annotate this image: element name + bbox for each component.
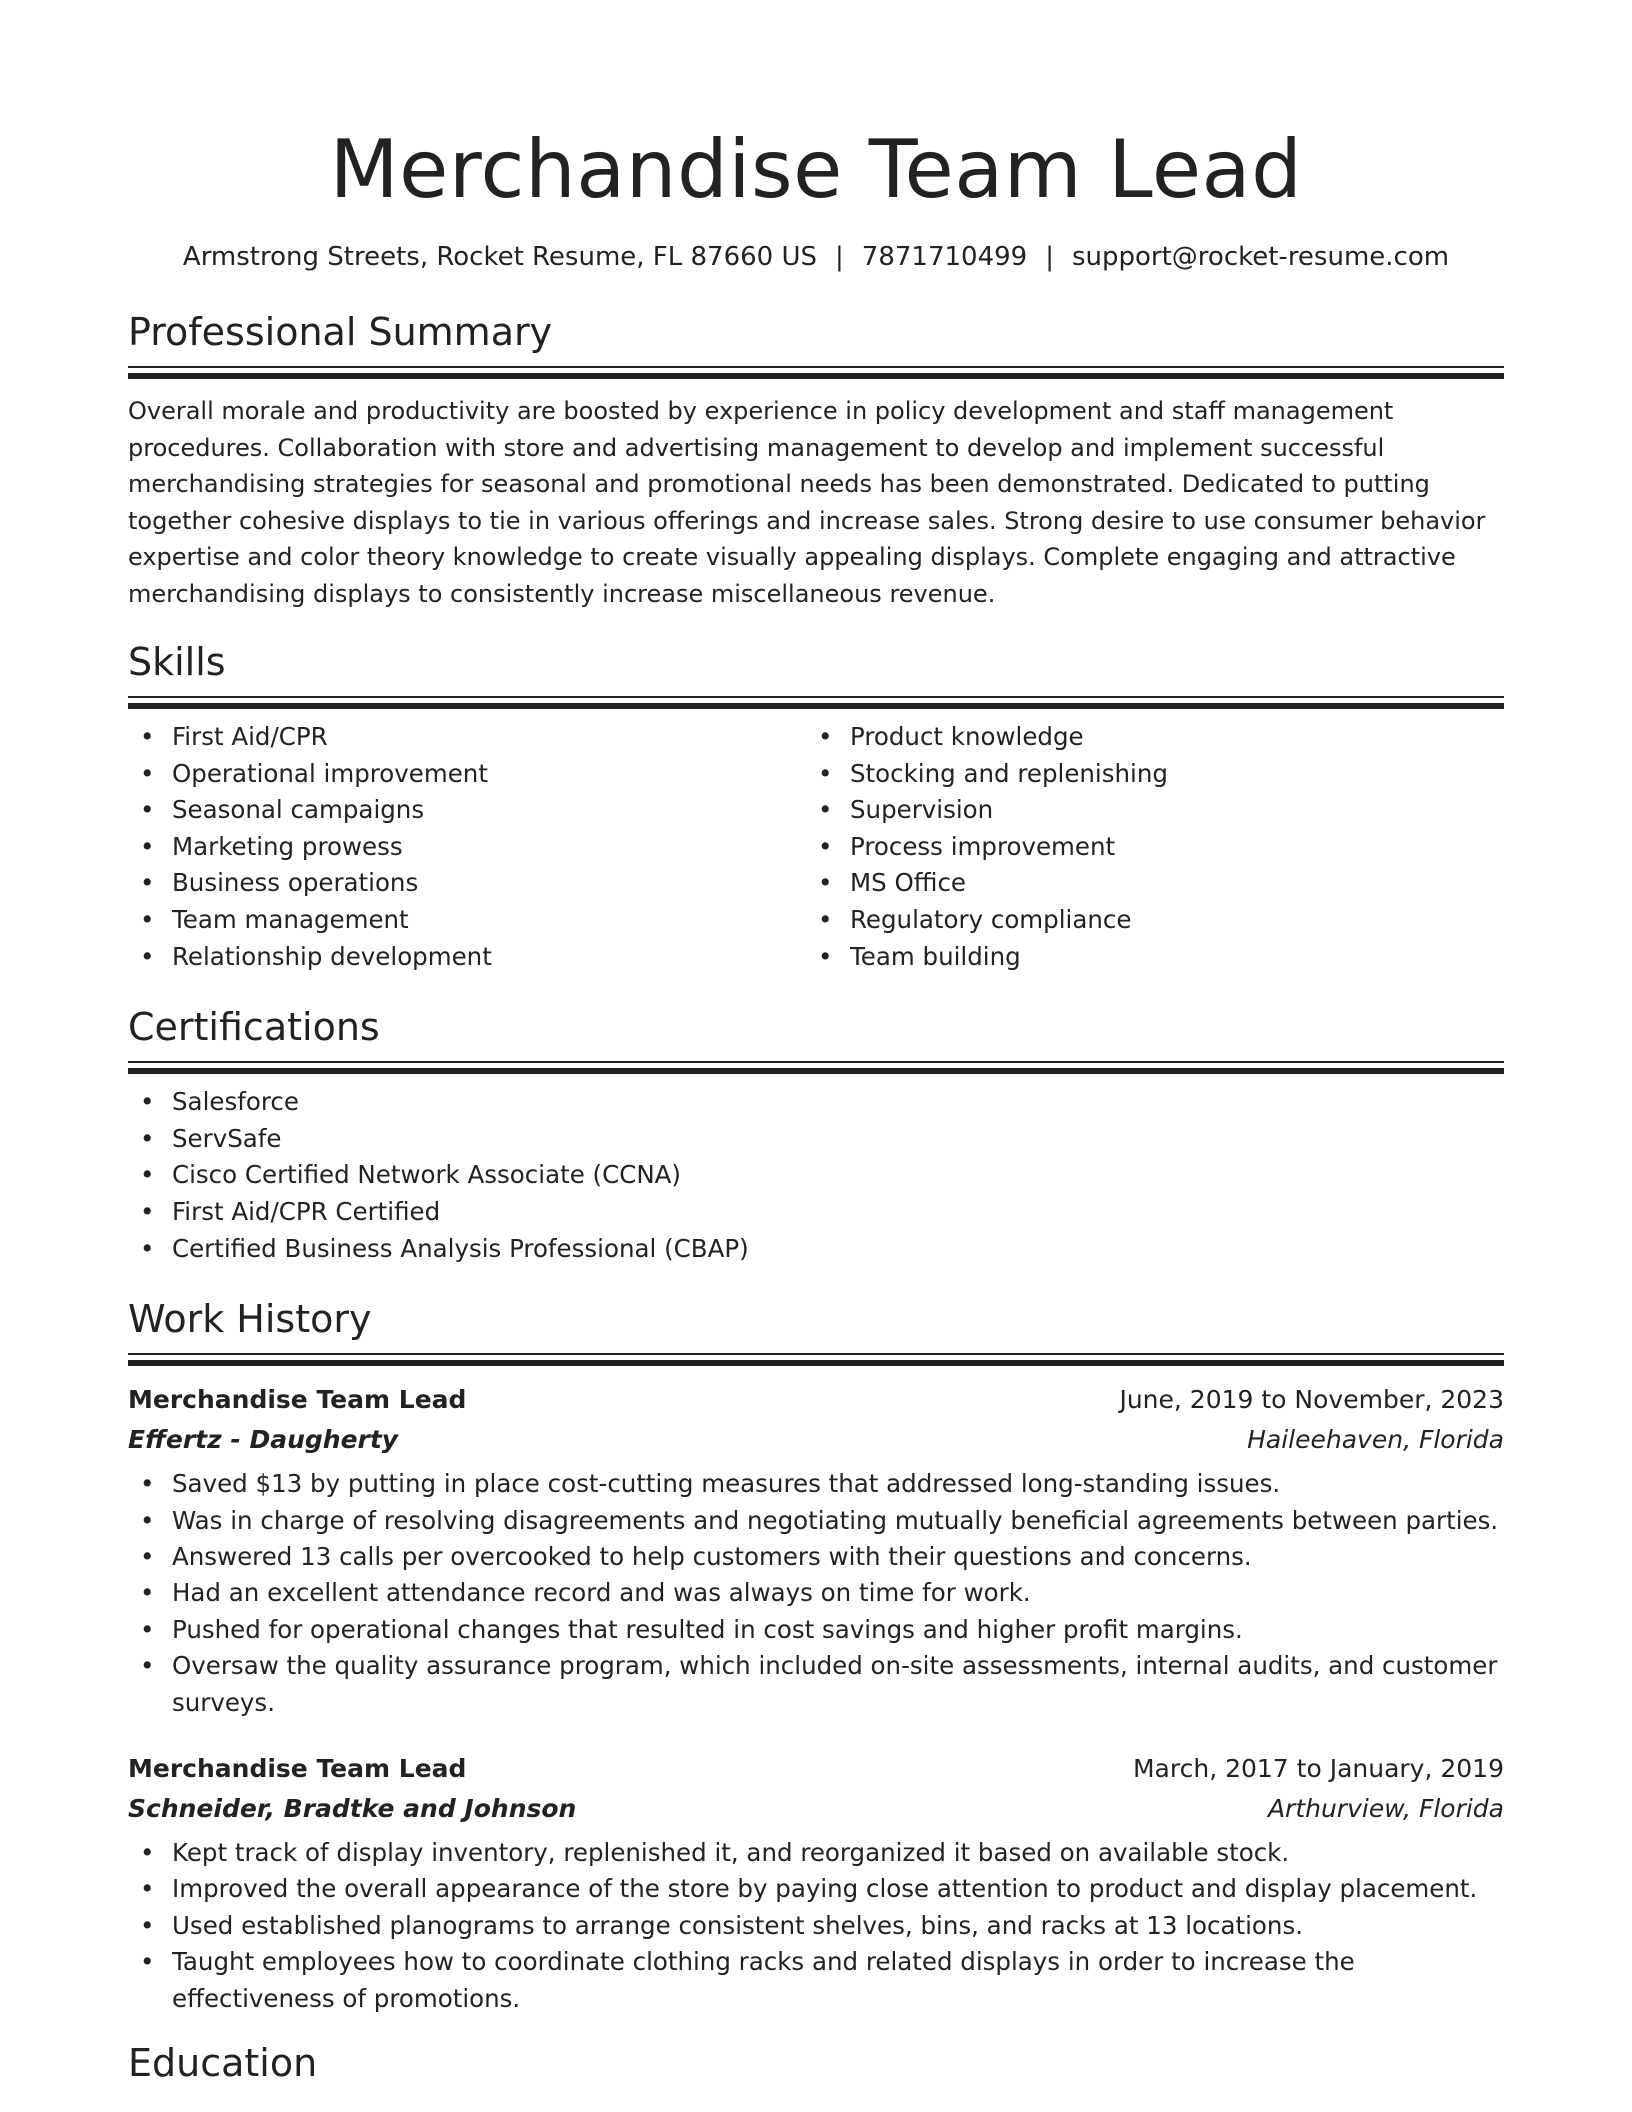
job-header bbox=[128, 1749, 1504, 1789]
contact-line bbox=[128, 240, 1504, 274]
section-title-summary: Professional Summary bbox=[128, 310, 553, 354]
job-location: Arthurview, Florida bbox=[1267, 1793, 1504, 1823]
job-dates: March, 2017 to January, 2019 bbox=[1132, 1753, 1504, 1783]
contact-email: support@rocket-resume.com bbox=[1071, 242, 1450, 272]
resume-page bbox=[128, 0, 1504, 2087]
list-item: • First Aid/CPR bbox=[140, 722, 328, 751]
section-divider bbox=[128, 366, 1504, 379]
work-history-section bbox=[128, 1295, 1504, 2017]
list-item: • Saved $13 by putting in place cost-cutting measures that addressed long-standing issues. bbox=[140, 1469, 1281, 1499]
list-item: • Product knowledge bbox=[818, 722, 1084, 751]
list-item: • Pushed for operational changes that resulted in cost savings and higher profit margins. bbox=[140, 1614, 1243, 1644]
list-item: • Taught employees how to coordinate clothing racks and related displays in order to increase the effectiveness of promotions. bbox=[140, 1947, 1355, 2013]
contact-separator: | bbox=[835, 242, 844, 272]
contact-address: Armstrong Streets, Rocket Resume, FL 87660 US bbox=[182, 242, 818, 272]
job-company: Effertz - Daugherty bbox=[128, 1425, 399, 1455]
list-item: • MS Office bbox=[818, 868, 966, 898]
list-item: • Business operations bbox=[140, 868, 419, 898]
list-item: • ServSafe bbox=[140, 1123, 282, 1153]
summary-text: Overall morale and productivity are boosted by experience in policy development and staff management procedures. Collaboration with store and advertising management to develop and implement successful merchandising strategies for seasonal and promotional needs has been demonstrated. Dedicated to putting together cohesive displays to tie in various offerings and increase sales. Strong desire to use consumer behavior expertise and color theory knowledge to create visually appealing displays. Complete engaging and attractive merchandising displays to consistently increase miscellaneous revenue. bbox=[128, 397, 1486, 608]
list-item: • Certified Business Analysis Professional (CBAP) bbox=[140, 1233, 749, 1263]
job-bullets bbox=[128, 1466, 1504, 1721]
list-item: • Was in charge of resolving disagreements and negotiating mutually beneficial agreements between parties. bbox=[140, 1505, 1499, 1535]
contact-separator: | bbox=[1045, 242, 1054, 272]
contact-phone: 7871710499 bbox=[861, 242, 1028, 272]
skills-section bbox=[128, 638, 1504, 975]
job-header bbox=[128, 1380, 1504, 1420]
list-item: • Oversaw the quality assurance program, which included on-site assessments, internal audits, and customer surveys. bbox=[140, 1651, 1498, 1717]
job-subheader bbox=[128, 1420, 1504, 1460]
section-title-certifications: Certifications bbox=[128, 1005, 380, 1050]
job-entry bbox=[128, 1380, 1504, 1721]
list-item: • Stocking and replenishing bbox=[818, 758, 1168, 788]
list-item: • Answered 13 calls per overcooked to help customers with their questions and concerns. bbox=[140, 1541, 1252, 1571]
certifications-list bbox=[128, 1084, 1504, 1267]
list-item: • Seasonal campaigns bbox=[140, 795, 425, 825]
list-item: • Used established planograms to arrange consistent shelves, bins, and racks at 13 locations. bbox=[140, 1910, 1303, 1940]
job-subheader bbox=[128, 1789, 1504, 1829]
job-company: Schneider, Bradtke and Johnson bbox=[128, 1793, 577, 1823]
list-item: • Supervision bbox=[818, 795, 994, 825]
list-item: • Operational improvement bbox=[140, 758, 488, 788]
skills-list-left bbox=[128, 719, 806, 975]
job-title: Merchandise Team Lead bbox=[128, 1385, 467, 1415]
education-section bbox=[128, 2039, 1504, 2087]
list-item: • Kept track of display inventory, replenished it, and reorganized it based on available stock. bbox=[140, 1837, 1290, 1867]
section-title-work-history: Work History bbox=[128, 1297, 372, 1342]
job-dates: June, 2019 to November, 2023 bbox=[1119, 1385, 1504, 1415]
list-item: • Had an excellent attendance record and was always on time for work. bbox=[140, 1578, 1031, 1608]
list-item: • Improved the overall appearance of the store by paying close attention to product and display placement. bbox=[140, 1874, 1478, 1904]
job-entry bbox=[128, 1749, 1504, 2017]
skills-columns bbox=[128, 719, 1504, 975]
job-bullets bbox=[128, 1835, 1504, 2017]
job-location: Haileehaven, Florida bbox=[1247, 1425, 1504, 1455]
list-item: • Team building bbox=[818, 941, 1021, 971]
section-title-education: Education bbox=[128, 2041, 318, 2085]
job-title: Merchandise Team Lead bbox=[128, 1753, 467, 1783]
section-divider bbox=[128, 696, 1504, 709]
list-item: • Team management bbox=[140, 904, 409, 934]
list-item: • Regulatory compliance bbox=[818, 904, 1132, 934]
section-divider bbox=[128, 1061, 1504, 1074]
list-item: • Marketing prowess bbox=[140, 831, 403, 861]
certifications-section bbox=[128, 1003, 1504, 1267]
resume-name: Merchandise Team Lead bbox=[329, 123, 1303, 216]
list-item: • Process improvement bbox=[818, 831, 1116, 861]
skills-list-right bbox=[806, 719, 1484, 975]
summary-section bbox=[128, 308, 1504, 612]
section-divider bbox=[128, 1353, 1504, 1366]
list-item: • Salesforce bbox=[140, 1087, 299, 1117]
list-item: • Relationship development bbox=[140, 941, 492, 971]
list-item: • Cisco Certified Network Associate (CCNA) bbox=[140, 1160, 681, 1190]
section-title-skills: Skills bbox=[128, 640, 226, 684]
list-item: • First Aid/CPR Certified bbox=[140, 1196, 441, 1226]
